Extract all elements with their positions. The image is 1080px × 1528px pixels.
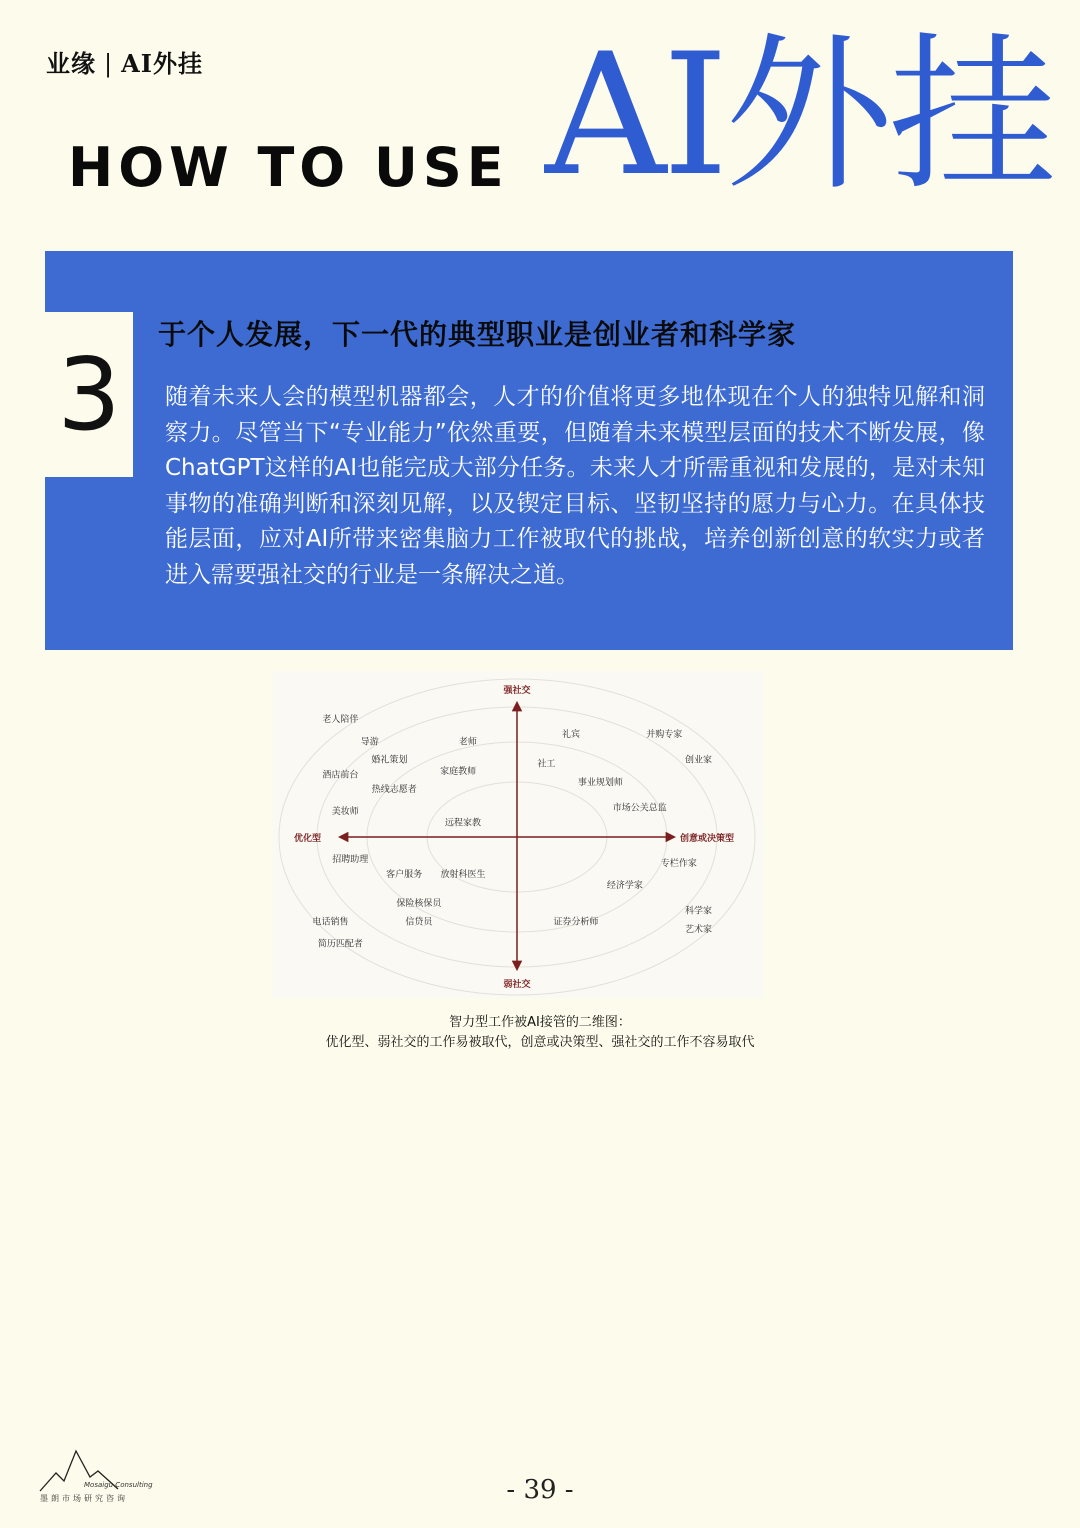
job-label: 市场公关总监 [612,803,667,814]
brand-name: 业缘 [46,49,96,78]
axis-label-bottom: 弱社交 [503,980,531,990]
job-label: 证券分析师 [553,917,599,928]
job-label: 老人陪伴 [322,715,359,726]
job-label: 放射科医生 [440,869,486,880]
job-label: 导游 [360,737,379,748]
quadrant-chart-svg [272,671,763,998]
job-label: 经济学家 [606,880,643,891]
job-label: 并购专家 [646,730,683,740]
job-label: 科学家 [684,906,713,917]
section-number: 3 [45,312,133,477]
job-label: 热线志愿者 [371,785,417,796]
job-label: 信贷员 [405,917,433,928]
job-label: 远程家教 [444,818,482,829]
job-label: 简历匹配者 [317,939,363,950]
job-label: 婚礼策划 [371,755,408,766]
job-label: 事业规划师 [577,777,623,788]
axis-label-left: 优化型 [294,834,322,844]
page-number: - 39 - [506,1475,574,1505]
job-label: 酒店前台 [322,770,359,781]
quadrant-chart [272,671,763,998]
logo-text: 墨朗市场研究咨询 [40,1494,128,1503]
job-label: 礼宾 [561,730,581,740]
section-title: 于个人发展，下一代的典型职业是创业者和科学家 [158,318,797,351]
how-to-use-heading: HOW TO USE [68,136,509,199]
caption-line-1: 智力型工作被AI接管的二维图： [449,1015,631,1030]
job-label: 电话销售 [312,917,349,928]
header-topic: AI外挂 [121,49,203,78]
job-label: 保险核保员 [396,899,442,910]
job-points [312,713,712,950]
header-brand [46,44,203,79]
axis-label-right: 创意或决策型 [680,834,735,844]
job-label: 社工 [537,759,556,770]
section-body: 随着未来人会的模型机器都会，人才的价值将更多地体现在个人的独特见解和洞察力。尽管当下“专业能力”依然重要，但随着未来模型层面的技术不断发展，像ChatGPT这样的AI也能完成大部分任务。未来人才所需重视和发展的，是对未知事物的准确判断和深刻见解，以及锲定目标、坚韧坚持的愿力与心力。在具体技能层面，应对AI所带来密集脑力工作被取代的挑战，培养创新创意的软实力或者进入需要强社交的行业是一条解决之道。 [165,384,985,588]
job-label: 美妆师 [331,807,359,818]
page-title: AI外挂 [545,17,1053,213]
header-separator: | [104,50,114,78]
job-label: 艺术家 [684,925,713,935]
logo-script: Mosaigu Consulting [84,1481,153,1489]
job-label: 老师 [458,737,477,748]
job-label: 创业家 [684,755,713,766]
job-label: 专栏作家 [660,858,697,869]
job-label: 家庭教师 [440,766,477,777]
caption-line-2: 优化型、弱社交的工作易被取代，创意或决策型、强社交的工作不容易取代 [325,1035,755,1050]
job-label: 招聘助理 [332,855,369,866]
axis-label-top: 强社交 [503,686,531,696]
job-label: 客户服务 [386,869,423,880]
